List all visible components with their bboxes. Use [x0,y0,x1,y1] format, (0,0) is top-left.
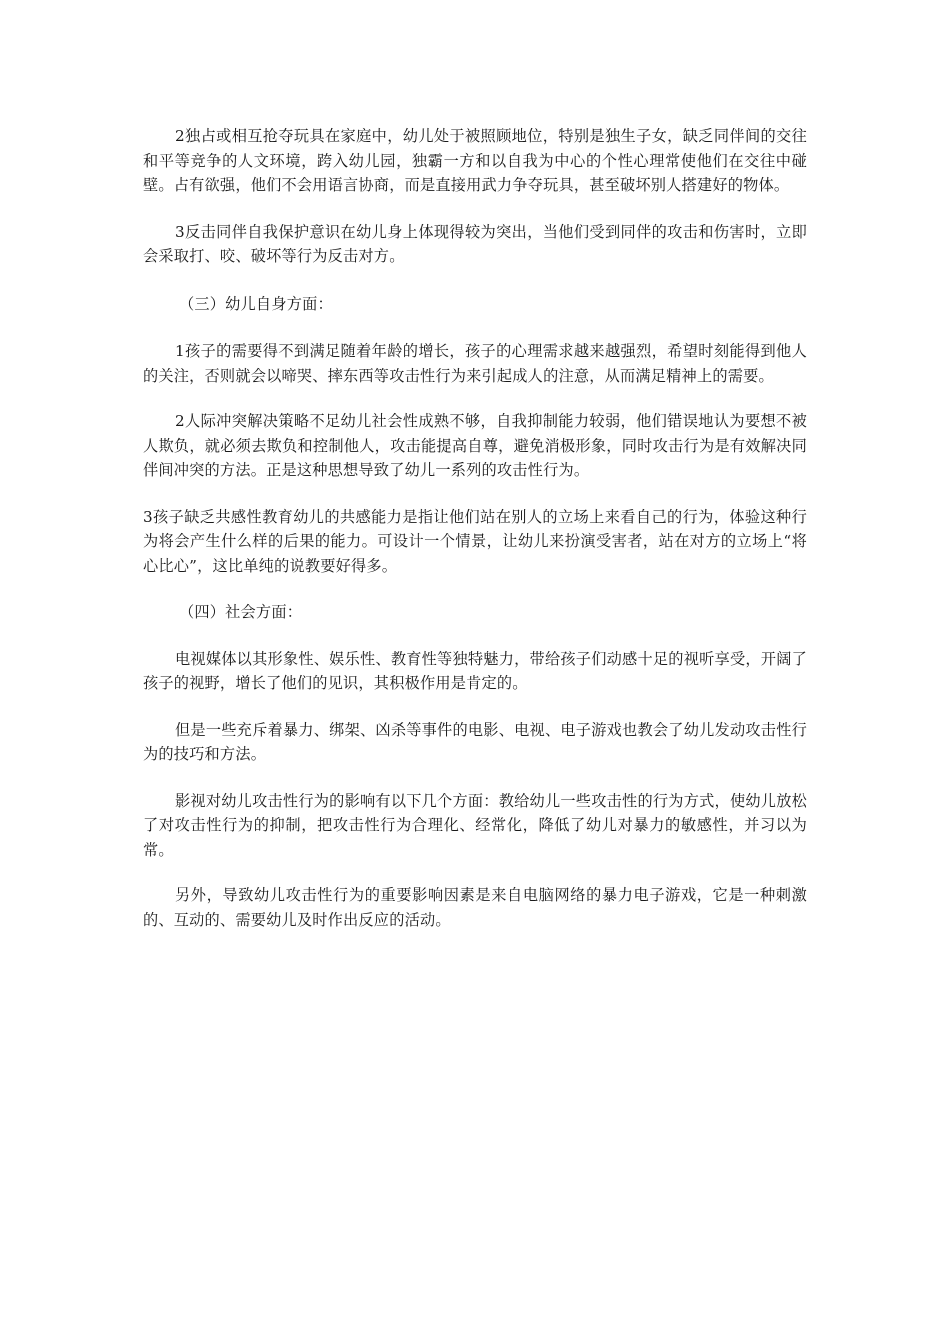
paragraph-media-influence: 影视对幼儿攻击性行为的影响有以下几个方面：教给幼儿一些攻击性的行为方式，使幼儿放松了对攻击性行为的抑制，把攻击性行为合理化、经常化，降低了幼儿对暴力的敏感性，并习以为常。 [143,791,807,859]
paragraph-violent-media: 但是一些充斥着暴力、绑架、凶杀等事件的电影、电视、电子游戏也教会了幼儿发动攻击性行为的技巧和方法。 [143,720,807,763]
section-heading-society: （四）社会方面： [179,603,303,621]
document-body [143,124,807,952]
paragraph-tv-media: 电视媒体以其形象性、娱乐性、教育性等独特魅力，带给孩子们动感十足的视听享受，开阔了孩子的视野，增长了他们的见识，其积极作用是肯定的。 [143,649,807,692]
paragraph-conflict-strategy: 2人际冲突解决策略不足幼儿社会性成熟不够，自我抑制能力较弱，他们错误地认为要想不被人欺负，就必须去欺负和控制他人，攻击能提高自尊，避免消极形象，同时攻击行为是有效解决同伴间冲突的方法。正是这种思想导致了幼儿一系列的攻击性行为。 [143,412,807,479]
paragraph-video-games: 另外，导致幼儿攻击性行为的重要影响因素是来自电脑网络的暴力电子游戏，它是一种刺激的、互动的、需要幼儿及时作出反应的活动。 [143,886,807,929]
section-heading-self: （三）幼儿自身方面： [179,294,333,313]
paragraph-toy-competition: 2独占或相互抢夺玩具在家庭中，幼儿处于被照顾地位，特别是独生子女，缺乏同伴间的交往和平等竞争的人文环境，跨入幼儿园，独霸一方和以自我为中心的个性心理常使他们在交往中碰壁。占有欲强，他们不会用语言协商，而是直接用武力争夺玩具，甚至破坏别人搭建好的物体。 [143,127,807,194]
paragraph-counterattack: 3反击同伴自我保护意识在幼儿身上体现得较为突出，当他们受到同伴的攻击和伤害时，立即会采取打、咬、破坏等行为反击对方。 [143,222,807,265]
paragraph-unmet-needs: 1孩子的需要得不到满足随着年龄的增长，孩子的心理需求越来越强烈，希望时刻能得到他人的关注，否则就会以啼哭、摔东西等攻击性行为来引起成人的注意，从而满足精神上的需要。 [143,342,807,385]
paragraph-empathy: 3孩子缺乏共感性教育幼儿的共感能力是指让他们站在别人的立场上来看自己的行为，体验这种行为将会产生什么样的后果的能力。可设计一个情景，让幼儿来扮演受害者，站在对方的立场上“将心比心”，这比单纯的说教要好得多。 [143,507,807,575]
